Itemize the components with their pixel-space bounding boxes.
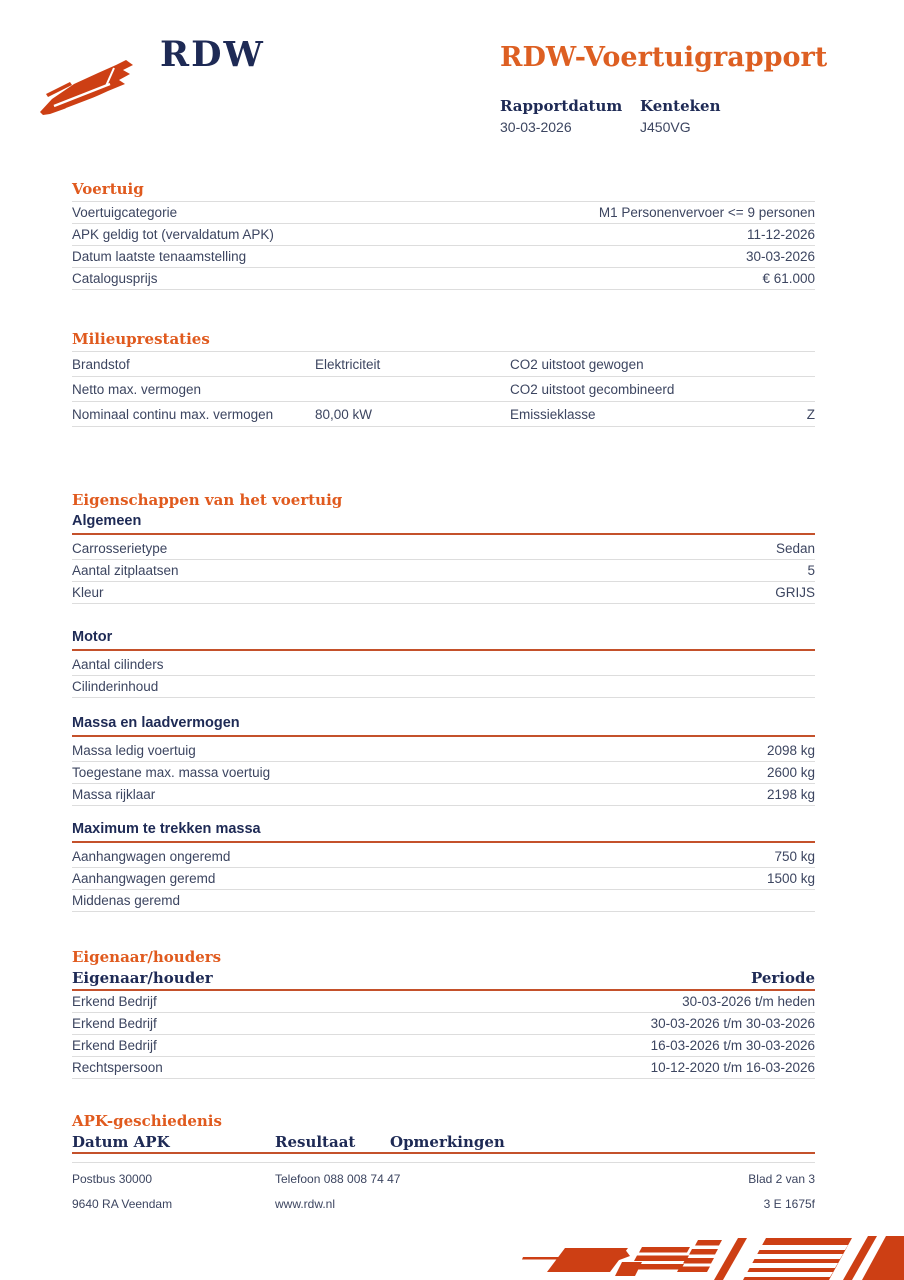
footer-row bbox=[72, 1197, 815, 1211]
row-label: Aanhangwagen ongeremd bbox=[72, 849, 231, 864]
row-label: CO2 uitstoot gewogen bbox=[510, 356, 644, 372]
row-label: Nominaal continu max. vermogen bbox=[72, 406, 274, 422]
table-row bbox=[72, 868, 815, 890]
table-row bbox=[72, 560, 815, 582]
page-title: RDW-Voertuigrapport bbox=[500, 42, 828, 73]
owner-cell: Erkend Bedrijf bbox=[72, 1038, 157, 1053]
table-row bbox=[72, 890, 815, 912]
row-value: GRIJS bbox=[775, 585, 815, 600]
table-row bbox=[72, 991, 815, 1013]
column-header-apk-remarks: Opmerkingen bbox=[390, 1133, 505, 1151]
row-label: Carrosserietype bbox=[72, 541, 168, 556]
license-plate-value: J450VG bbox=[640, 119, 691, 135]
table-row bbox=[72, 784, 815, 806]
period-cell: 30-03-2026 t/m heden bbox=[682, 994, 815, 1009]
row-value: 2198 kg bbox=[766, 787, 815, 802]
column-header-owner: Eigenaar/houder bbox=[72, 969, 213, 987]
row-label: Toegestane max. massa voertuig bbox=[72, 765, 271, 780]
orange-rule bbox=[72, 1152, 815, 1154]
table-row bbox=[72, 377, 815, 402]
row-value: M1 Personenvervoer <= 9 personen bbox=[598, 205, 815, 220]
row-value: 30-03-2026 bbox=[745, 249, 815, 264]
divider-line bbox=[72, 1162, 815, 1163]
row-label: Aanhangwagen geremd bbox=[72, 871, 216, 886]
row-label: Brandstof bbox=[72, 356, 130, 372]
row-label: Aantal zitplaatsen bbox=[72, 563, 179, 578]
row-value: 80,00 kW bbox=[315, 406, 373, 422]
table-row bbox=[72, 1057, 815, 1079]
footer-phone: Telefoon 088 008 74 47 bbox=[275, 1172, 401, 1186]
table-row bbox=[72, 676, 815, 698]
footer-address-line2: 9640 RA Veendam bbox=[72, 1197, 173, 1211]
row-label: CO2 uitstoot gecombineerd bbox=[510, 381, 675, 397]
row-label: Aantal cilinders bbox=[72, 657, 164, 672]
row-value: 1500 kg bbox=[766, 871, 815, 886]
table-row bbox=[72, 654, 815, 676]
section-title-milieuprestaties: Milieuprestaties bbox=[72, 330, 210, 348]
footer-row bbox=[72, 1172, 815, 1186]
row-label: Massa ledig voertuig bbox=[72, 743, 196, 758]
row-label: Cilinderinhoud bbox=[72, 679, 159, 694]
algemeen-table bbox=[72, 538, 815, 604]
row-value: 750 kg bbox=[774, 849, 815, 864]
period-cell: 10-12-2020 t/m 16-03-2026 bbox=[650, 1060, 815, 1075]
column-header-apk-date: Datum APK bbox=[72, 1133, 170, 1151]
trekken-massa-table bbox=[72, 846, 815, 912]
report-date-label: Rapportdatum bbox=[500, 97, 623, 115]
owner-cell: Erkend Bedrijf bbox=[72, 994, 157, 1009]
row-label: Voertuigcategorie bbox=[72, 205, 178, 220]
table-row bbox=[72, 246, 815, 268]
report-date-value: 30-03-2026 bbox=[500, 119, 572, 135]
subsection-title-massa: Massa en laadvermogen bbox=[72, 715, 240, 731]
subsection-title-trekken-massa: Maximum te trekken massa bbox=[72, 821, 261, 837]
row-label: Catalogusprijs bbox=[72, 271, 158, 286]
row-label: Datum laatste tenaamstelling bbox=[72, 249, 247, 264]
orange-rule bbox=[72, 533, 815, 535]
owner-cell: Rechtspersoon bbox=[72, 1060, 163, 1075]
table-row bbox=[72, 538, 815, 560]
row-label: Emissieklasse bbox=[510, 406, 596, 422]
table-row bbox=[72, 740, 815, 762]
massa-table bbox=[72, 740, 815, 806]
row-label: Netto max. vermogen bbox=[72, 381, 202, 397]
rdw-wordmark: RDW bbox=[160, 34, 265, 75]
row-value: Elektriciteit bbox=[315, 356, 381, 372]
row-label: APK geldig tot (vervaldatum APK) bbox=[72, 227, 274, 242]
table-row bbox=[72, 202, 815, 224]
period-cell: 16-03-2026 t/m 30-03-2026 bbox=[650, 1038, 815, 1053]
voertuig-table bbox=[72, 201, 815, 290]
row-label: Middenas geremd bbox=[72, 893, 181, 908]
orange-rule bbox=[72, 735, 815, 737]
table-row bbox=[72, 402, 815, 427]
rdw-stripes-motif-icon bbox=[500, 1232, 904, 1280]
table-row bbox=[72, 268, 815, 290]
subsection-title-motor: Motor bbox=[72, 629, 113, 645]
orange-rule bbox=[72, 649, 815, 651]
table-row bbox=[72, 846, 815, 868]
eigenaar-table bbox=[72, 991, 815, 1079]
row-value: 2600 kg bbox=[766, 765, 815, 780]
row-value: 5 bbox=[807, 563, 815, 578]
row-label: Kleur bbox=[72, 585, 104, 600]
row-label: Massa rijklaar bbox=[72, 787, 156, 802]
row-value: Sedan bbox=[775, 541, 815, 556]
footer-website: www.rdw.nl bbox=[275, 1197, 336, 1211]
table-row bbox=[72, 582, 815, 604]
eigenaar-table-header bbox=[72, 969, 815, 987]
table-row bbox=[72, 762, 815, 784]
table-row bbox=[72, 1035, 815, 1057]
section-title-apk: APK-geschiedenis bbox=[72, 1112, 222, 1130]
row-value: Z bbox=[806, 406, 815, 422]
rdw-feather-logo-icon bbox=[36, 56, 164, 118]
row-value: 2098 kg bbox=[766, 743, 815, 758]
orange-rule bbox=[72, 841, 815, 843]
footer-address-line1: Postbus 30000 bbox=[72, 1172, 153, 1186]
license-plate-label: Kenteken bbox=[640, 97, 721, 115]
table-row bbox=[72, 1013, 815, 1035]
table-row bbox=[72, 352, 815, 377]
column-header-period: Periode bbox=[750, 969, 815, 987]
owner-cell: Erkend Bedrijf bbox=[72, 1016, 157, 1031]
row-value: 11-12-2026 bbox=[746, 227, 815, 242]
table-row bbox=[72, 224, 815, 246]
section-title-voertuig: Voertuig bbox=[72, 180, 144, 198]
motor-table bbox=[72, 654, 815, 698]
period-cell: 30-03-2026 t/m 30-03-2026 bbox=[650, 1016, 815, 1031]
subsection-title-algemeen: Algemeen bbox=[72, 513, 142, 529]
section-title-eigenschappen: Eigenschappen van het voertuig bbox=[72, 491, 343, 509]
footer-doc-code: 3 E 1675f bbox=[763, 1197, 815, 1211]
row-value: € 61.000 bbox=[762, 271, 815, 286]
footer-page-number: Blad 2 van 3 bbox=[748, 1172, 815, 1186]
section-title-eigenaar: Eigenaar/houders bbox=[72, 948, 222, 966]
column-header-apk-result: Resultaat bbox=[275, 1133, 356, 1151]
milieuprestaties-table bbox=[72, 351, 815, 427]
